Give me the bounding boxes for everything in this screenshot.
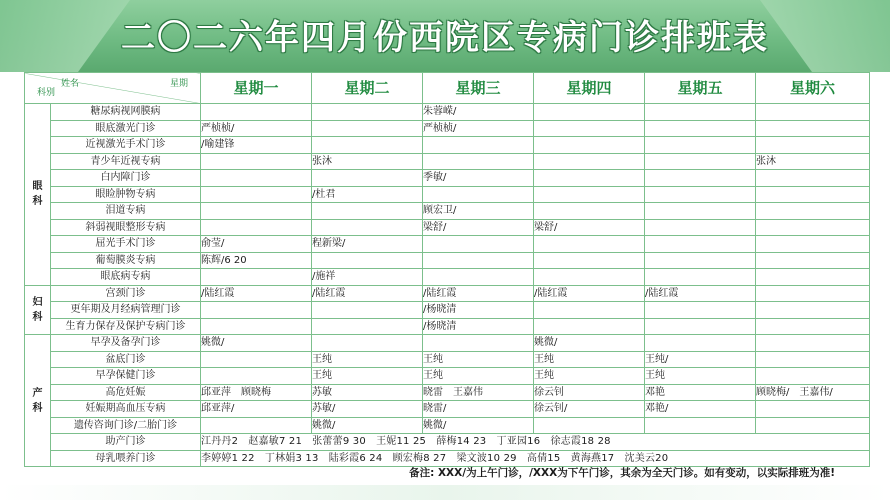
schedule-cell bbox=[201, 417, 312, 434]
schedule-cell: 王纯 bbox=[423, 368, 534, 385]
day-header-sat: 星期六 bbox=[756, 73, 870, 104]
schedule-cell bbox=[756, 302, 870, 319]
schedule-cell bbox=[312, 170, 423, 187]
clinic-name: 斜弱视眼整形专病 bbox=[51, 219, 201, 236]
day-header-thu: 星期四 bbox=[534, 73, 645, 104]
schedule-cell: 邓艳 bbox=[645, 384, 756, 401]
clinic-name: 糖尿病视网膜病 bbox=[51, 104, 201, 121]
schedule-cell bbox=[201, 219, 312, 236]
schedule-cell: /喻建锋 bbox=[201, 137, 312, 154]
schedule-cell bbox=[645, 137, 756, 154]
schedule-cell: /杜君 bbox=[312, 186, 423, 203]
schedule-cell bbox=[312, 120, 423, 137]
schedule-cell: 苏敏/ bbox=[312, 401, 423, 418]
schedule-row bbox=[25, 120, 870, 137]
schedule-cell: 邱亚萍 顾晓梅 bbox=[201, 384, 312, 401]
clinic-name: 屈光手术门诊 bbox=[51, 236, 201, 253]
dept-label-char: 眼 bbox=[32, 181, 43, 193]
clinic-name: 宫颈门诊 bbox=[51, 285, 201, 302]
clinic-name: 白内障门诊 bbox=[51, 170, 201, 187]
clinic-name: 助产门诊 bbox=[51, 434, 201, 451]
schedule-cell bbox=[312, 104, 423, 121]
schedule-cell: 王纯 bbox=[312, 351, 423, 368]
schedule-cell: /陆红霞 bbox=[201, 285, 312, 302]
schedule-cell: /施祥 bbox=[312, 269, 423, 286]
corner-header bbox=[25, 73, 201, 104]
schedule-cell bbox=[312, 137, 423, 154]
schedule-table bbox=[24, 72, 870, 467]
schedule-cell bbox=[534, 186, 645, 203]
schedule-cell: /陆红霞 bbox=[645, 285, 756, 302]
schedule-cell bbox=[756, 285, 870, 302]
wide-schedule-cell: 江丹丹2 赵嘉敏7 21 张蕾蕾9 30 王妮11 25 薛梅14 23 丁亚园16 徐志霞18 28 bbox=[201, 434, 870, 451]
schedule-cell bbox=[201, 318, 312, 335]
clinic-name: 眼底病专病 bbox=[51, 269, 201, 286]
schedule-cell bbox=[534, 170, 645, 187]
schedule-cell bbox=[645, 170, 756, 187]
schedule-cell bbox=[534, 252, 645, 269]
schedule-cell bbox=[645, 417, 756, 434]
schedule-cell bbox=[312, 219, 423, 236]
schedule-cell bbox=[645, 335, 756, 352]
schedule-cell bbox=[756, 137, 870, 154]
schedule-cell: 王纯 bbox=[312, 368, 423, 385]
corner-name-label: 姓名 bbox=[61, 79, 80, 89]
schedule-cell bbox=[201, 368, 312, 385]
schedule-cell bbox=[756, 335, 870, 352]
schedule-cell: 顾宏卫/ bbox=[423, 203, 534, 220]
schedule-cell bbox=[756, 351, 870, 368]
clinic-name: 早孕保健门诊 bbox=[51, 368, 201, 385]
schedule-cell bbox=[534, 269, 645, 286]
schedule-cell: /陆红霞 bbox=[534, 285, 645, 302]
schedule-row bbox=[25, 170, 870, 187]
clinic-name: 更年期及月经病管理门诊 bbox=[51, 302, 201, 319]
clinic-name: 盆底门诊 bbox=[51, 351, 201, 368]
schedule-cell bbox=[756, 417, 870, 434]
clinic-name: 眼底激光门诊 bbox=[51, 120, 201, 137]
schedule-cell bbox=[756, 252, 870, 269]
clinic-name: 泪道专病 bbox=[51, 203, 201, 220]
schedule-cell bbox=[312, 318, 423, 335]
dept-label-char: 产 bbox=[32, 387, 43, 399]
schedule-row bbox=[25, 417, 870, 434]
schedule-cell bbox=[201, 104, 312, 121]
clinic-name: 青少年近视专病 bbox=[51, 153, 201, 170]
clinic-name: 眼睑肿物专病 bbox=[51, 186, 201, 203]
schedule-cell bbox=[534, 153, 645, 170]
schedule-row bbox=[25, 104, 870, 121]
schedule-cell: 王纯 bbox=[423, 351, 534, 368]
schedule-cell bbox=[645, 203, 756, 220]
schedule-cell bbox=[201, 153, 312, 170]
schedule-cell: 梁舒/ bbox=[534, 219, 645, 236]
schedule-cell: 张沐 bbox=[756, 153, 870, 170]
schedule-cell: /杨晓清 bbox=[423, 302, 534, 319]
schedule-cell: /陆红霞 bbox=[423, 285, 534, 302]
clinic-name: 早孕及备孕门诊 bbox=[51, 335, 201, 352]
schedule-cell bbox=[756, 318, 870, 335]
schedule-cell: 俞莹/ bbox=[201, 236, 312, 253]
schedule-cell bbox=[756, 170, 870, 187]
schedule-cell bbox=[756, 104, 870, 121]
clinic-name: 高危妊娠 bbox=[51, 384, 201, 401]
schedule-cell: 顾晓梅/ 王嘉伟/ bbox=[756, 384, 870, 401]
corner-dept-label: 科别 bbox=[37, 88, 56, 98]
clinic-name: 近视激光手术门诊 bbox=[51, 137, 201, 154]
dept-eye bbox=[25, 104, 51, 286]
day-header-fri: 星期五 bbox=[645, 73, 756, 104]
schedule-cell: /杨晓清 bbox=[423, 318, 534, 335]
schedule-row bbox=[25, 269, 870, 286]
schedule-cell: 王纯/ bbox=[645, 351, 756, 368]
day-header-tue: 星期二 bbox=[312, 73, 423, 104]
schedule-cell: 程新梁/ bbox=[312, 236, 423, 253]
schedule-cell: 王纯 bbox=[534, 351, 645, 368]
dept-gyn bbox=[25, 285, 51, 335]
schedule-cell: 徐云钊/ bbox=[534, 401, 645, 418]
footnote: 备注: XXX/为上午门诊，/XXX为下午门诊，其余为全天门诊。如有变动，以实际排班为准! bbox=[409, 467, 835, 479]
schedule-cell: 张沐 bbox=[312, 153, 423, 170]
schedule-cell bbox=[645, 252, 756, 269]
schedule-cell: 季敏/ bbox=[423, 170, 534, 187]
schedule-cell: 邱亚萍/ bbox=[201, 401, 312, 418]
schedule-cell bbox=[645, 153, 756, 170]
schedule-cell bbox=[645, 269, 756, 286]
schedule-cell bbox=[312, 302, 423, 319]
schedule-cell bbox=[201, 269, 312, 286]
schedule-cell: 严桢桢/ bbox=[201, 120, 312, 137]
schedule-cell bbox=[756, 368, 870, 385]
schedule-row bbox=[25, 186, 870, 203]
schedule-cell bbox=[756, 120, 870, 137]
schedule-cell: 王纯 bbox=[534, 368, 645, 385]
clinic-name: 妊娠期高血压专病 bbox=[51, 401, 201, 418]
schedule-cell bbox=[534, 137, 645, 154]
schedule-cell bbox=[423, 269, 534, 286]
schedule-row bbox=[25, 351, 870, 368]
schedule-cell bbox=[756, 203, 870, 220]
schedule-row bbox=[25, 384, 870, 401]
schedule-cell bbox=[645, 104, 756, 121]
schedule-row bbox=[25, 318, 870, 335]
schedule-cell bbox=[201, 170, 312, 187]
schedule-row bbox=[25, 302, 870, 319]
schedule-row bbox=[25, 434, 870, 451]
schedule-cell: 徐云钊 bbox=[534, 384, 645, 401]
schedule-cell: 姚微/ bbox=[423, 417, 534, 434]
schedule-cell bbox=[756, 219, 870, 236]
schedule-cell bbox=[534, 236, 645, 253]
schedule-cell: 姚微/ bbox=[312, 417, 423, 434]
schedule-cell bbox=[312, 335, 423, 352]
header-row bbox=[25, 73, 870, 104]
bottom-band bbox=[0, 485, 890, 500]
schedule-row bbox=[25, 203, 870, 220]
schedule-row bbox=[25, 236, 870, 253]
day-header-wed: 星期三 bbox=[423, 73, 534, 104]
corner-weekday-label: 星期 bbox=[169, 79, 188, 89]
schedule-cell bbox=[201, 203, 312, 220]
schedule-cell bbox=[645, 120, 756, 137]
schedule-cell bbox=[534, 203, 645, 220]
clinic-name: 生育力保存及保护专病门诊 bbox=[51, 318, 201, 335]
dept-label-char: 科 bbox=[32, 311, 43, 323]
schedule-cell bbox=[423, 236, 534, 253]
schedule-cell bbox=[645, 302, 756, 319]
schedule-row bbox=[25, 335, 870, 352]
schedule-cell bbox=[534, 120, 645, 137]
schedule-cell bbox=[534, 104, 645, 121]
schedule-row bbox=[25, 252, 870, 269]
dept-label-char: 科 bbox=[32, 196, 43, 208]
schedule-cell bbox=[201, 351, 312, 368]
schedule-cell bbox=[423, 335, 534, 352]
schedule-cell bbox=[645, 219, 756, 236]
schedule-cell: 陈辉/6 20 bbox=[201, 252, 312, 269]
schedule-cell: 梁舒/ bbox=[423, 219, 534, 236]
schedule-cell bbox=[534, 318, 645, 335]
schedule-cell: 姚微/ bbox=[534, 335, 645, 352]
title-banner bbox=[0, 0, 890, 72]
schedule-row bbox=[25, 137, 870, 154]
schedule-cell: 王纯 bbox=[645, 368, 756, 385]
schedule-row bbox=[25, 368, 870, 385]
dept-obs bbox=[25, 335, 51, 467]
schedule-cell: 朱蓉嵘/ bbox=[423, 104, 534, 121]
schedule-cell bbox=[201, 186, 312, 203]
schedule-cell bbox=[756, 236, 870, 253]
schedule-cell: 晓雷/ bbox=[423, 401, 534, 418]
schedule-cell: 邓艳/ bbox=[645, 401, 756, 418]
schedule-cell: 严桢桢/ bbox=[423, 120, 534, 137]
schedule-cell bbox=[423, 153, 534, 170]
schedule-row bbox=[25, 285, 870, 302]
page-title: 二〇二六年四月份西院区专病门诊排班表 bbox=[121, 18, 769, 58]
clinic-name: 母乳喂养门诊 bbox=[51, 450, 201, 467]
schedule-cell bbox=[534, 302, 645, 319]
schedule-cell bbox=[756, 186, 870, 203]
wide-schedule-cell: 李婷婷1 22 丁林娟3 13 陆彩霞6 24 顾宏梅8 27 梁文波10 29 高倩15 黄海燕17 沈美云20 bbox=[201, 450, 870, 467]
schedule-row bbox=[25, 219, 870, 236]
dept-label-char: 科 bbox=[32, 402, 43, 414]
schedule-cell bbox=[423, 186, 534, 203]
schedule-cell: 苏敏 bbox=[312, 384, 423, 401]
schedule-cell: /陆红霞 bbox=[312, 285, 423, 302]
clinic-name: 遗传咨询门诊/二胎门诊 bbox=[51, 417, 201, 434]
schedule-row bbox=[25, 401, 870, 418]
schedule-cell bbox=[756, 401, 870, 418]
schedule-cell bbox=[645, 236, 756, 253]
clinic-name: 葡萄膜炎专病 bbox=[51, 252, 201, 269]
schedule-cell bbox=[423, 137, 534, 154]
schedule-row bbox=[25, 153, 870, 170]
schedule-cell bbox=[534, 417, 645, 434]
schedule-cell bbox=[645, 186, 756, 203]
schedule-cell bbox=[201, 302, 312, 319]
schedule-cell bbox=[756, 269, 870, 286]
schedule-cell: 晓雷 王嘉伟 bbox=[423, 384, 534, 401]
schedule-cell: 姚微/ bbox=[201, 335, 312, 352]
schedule-cell bbox=[312, 252, 423, 269]
schedule-cell bbox=[312, 203, 423, 220]
day-header-mon: 星期一 bbox=[201, 73, 312, 104]
dept-label-char: 妇 bbox=[32, 296, 43, 308]
schedule-cell bbox=[423, 252, 534, 269]
schedule-cell bbox=[645, 318, 756, 335]
